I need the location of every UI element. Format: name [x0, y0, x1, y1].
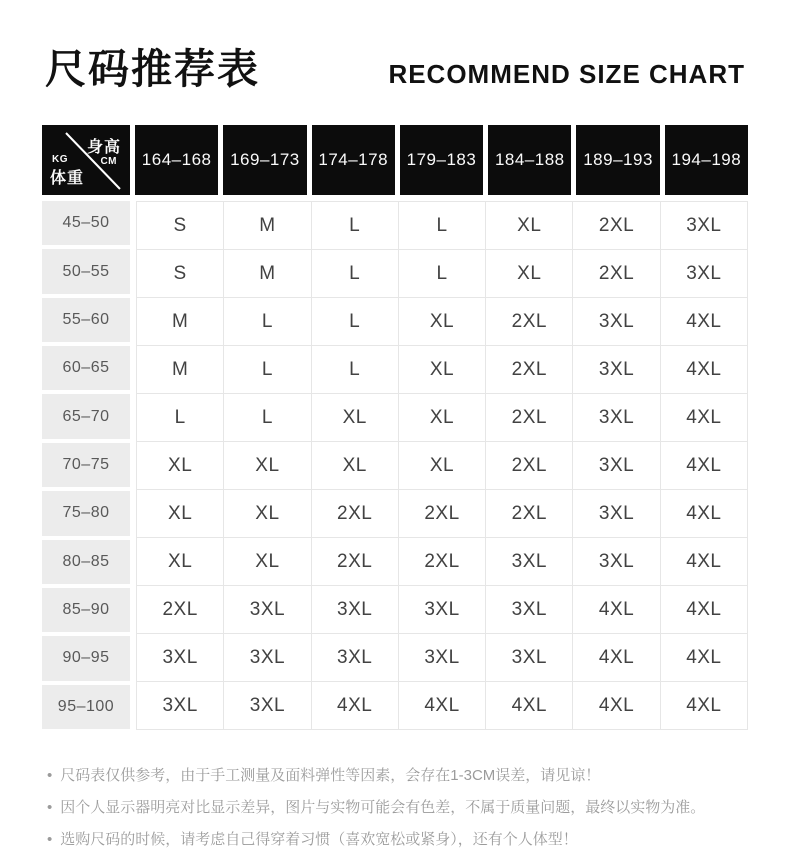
size-chart-table	[42, 125, 748, 730]
size-cell: M	[224, 250, 311, 298]
size-cell: XL	[399, 442, 486, 490]
size-cell: 3XL	[573, 442, 660, 490]
size-cell: 2XL	[486, 490, 573, 538]
size-cell: 4XL	[573, 682, 660, 730]
height-header-row	[42, 125, 748, 195]
weight-column	[42, 201, 130, 729]
weight-row-header: 65–70	[42, 394, 130, 438]
height-column-header: 164–168	[135, 125, 218, 195]
size-cell: 3XL	[224, 634, 311, 682]
size-grid	[136, 201, 748, 730]
height-column-header: 169–173	[223, 125, 306, 195]
footnote-item	[47, 766, 790, 785]
corner-axis-cell	[42, 125, 130, 195]
size-cell: 4XL	[661, 394, 748, 442]
size-cell: 4XL	[661, 346, 748, 394]
footnote-item	[47, 798, 790, 817]
size-cell: 4XL	[661, 682, 748, 730]
size-cell: L	[312, 298, 399, 346]
size-cell: XL	[312, 442, 399, 490]
height-column-header: 189–193	[576, 125, 659, 195]
size-cell: 2XL	[486, 346, 573, 394]
size-cell: 3XL	[573, 346, 660, 394]
size-cell: 2XL	[312, 538, 399, 586]
height-column-header: 194–198	[665, 125, 748, 195]
size-cell: 3XL	[137, 634, 224, 682]
weight-row-header: 80–85	[42, 540, 130, 584]
bullet-icon: •	[47, 767, 53, 784]
footnote-item	[47, 830, 790, 849]
footnote-text: 因个人显示器明亮对比显示差异，图片与实物可能会有色差，不属于质量问题，最终以实物为准。	[60, 799, 706, 816]
size-cell: 4XL	[661, 298, 748, 346]
size-cell: 2XL	[399, 538, 486, 586]
size-cell: 3XL	[573, 298, 660, 346]
page-header	[0, 0, 790, 95]
size-cell: L	[399, 250, 486, 298]
size-cell: M	[137, 346, 224, 394]
size-cell: 3XL	[312, 634, 399, 682]
footnotes	[47, 766, 790, 849]
weight-row-header: 85–90	[42, 588, 130, 632]
size-cell: 3XL	[312, 586, 399, 634]
size-cell: 3XL	[224, 682, 311, 730]
size-cell: 2XL	[312, 490, 399, 538]
height-column-header: 179–183	[400, 125, 483, 195]
size-cell: XL	[312, 394, 399, 442]
page-title-cn: 尺码推荐表	[45, 46, 260, 92]
size-cell: XL	[399, 298, 486, 346]
size-cell: XL	[486, 250, 573, 298]
size-cell: M	[137, 298, 224, 346]
bullet-icon: •	[47, 831, 53, 848]
size-cell: 3XL	[399, 586, 486, 634]
size-cell: L	[224, 346, 311, 394]
height-column-header: 174–178	[312, 125, 395, 195]
size-cell: 2XL	[486, 394, 573, 442]
size-cell: 4XL	[661, 586, 748, 634]
size-cell: XL	[399, 394, 486, 442]
size-cell: 2XL	[486, 442, 573, 490]
size-cell: XL	[486, 202, 573, 250]
size-cell: 2XL	[137, 586, 224, 634]
size-cell: 3XL	[486, 634, 573, 682]
page-title-en: RECOMMEND SIZE CHART	[388, 59, 745, 89]
weight-unit-label: KG	[52, 154, 68, 165]
weight-row-header: 70–75	[42, 443, 130, 487]
size-cell: 3XL	[224, 586, 311, 634]
size-cell: XL	[399, 346, 486, 394]
size-cell: 4XL	[573, 634, 660, 682]
weight-row-header: 45–50	[42, 201, 130, 245]
size-cell: 4XL	[312, 682, 399, 730]
size-cell: 3XL	[661, 202, 748, 250]
weight-axis-label: 体重	[50, 170, 85, 187]
size-cell: 3XL	[573, 394, 660, 442]
size-cell: L	[312, 202, 399, 250]
size-cell: XL	[137, 538, 224, 586]
size-cell: 4XL	[661, 442, 748, 490]
size-cell: L	[312, 250, 399, 298]
size-cell: 3XL	[486, 538, 573, 586]
size-cell: L	[137, 394, 224, 442]
weight-row-header: 75–80	[42, 491, 130, 535]
height-axis-label: 身高	[86, 139, 121, 156]
size-cell: 3XL	[573, 538, 660, 586]
size-cell: L	[224, 298, 311, 346]
size-cell: L	[399, 202, 486, 250]
bullet-icon: •	[47, 799, 53, 816]
weight-row-header: 60–65	[42, 346, 130, 390]
size-cell: XL	[224, 490, 311, 538]
size-cell: 4XL	[399, 682, 486, 730]
size-cell: XL	[224, 442, 311, 490]
size-cell: 2XL	[399, 490, 486, 538]
size-cell: 3XL	[399, 634, 486, 682]
weight-row-header: 90–95	[42, 636, 130, 680]
size-cell: S	[137, 202, 224, 250]
footnote-text: 尺码表仅供参考，由于手工测量及面料弹性等因素，会存在1-3CM误差，请见谅！	[60, 767, 601, 784]
size-cell: 4XL	[661, 538, 748, 586]
size-cell: M	[224, 202, 311, 250]
size-cell: XL	[137, 442, 224, 490]
size-cell: 4XL	[661, 490, 748, 538]
size-cell: 4XL	[661, 634, 748, 682]
size-cell: 4XL	[573, 586, 660, 634]
size-cell: XL	[224, 538, 311, 586]
size-cell: 2XL	[486, 298, 573, 346]
size-cell: 3XL	[573, 490, 660, 538]
size-cell: 4XL	[486, 682, 573, 730]
weight-row-header: 95–100	[42, 685, 130, 729]
height-column-header: 184–188	[488, 125, 571, 195]
size-cell: L	[224, 394, 311, 442]
size-cell: S	[137, 250, 224, 298]
size-cell: 2XL	[573, 202, 660, 250]
weight-row-header: 50–55	[42, 249, 130, 293]
height-unit-label: CM	[100, 156, 117, 167]
size-cell: 3XL	[661, 250, 748, 298]
footnote-text: 选购尺码的时候，请考虑自己得穿着习惯（喜欢宽松或紧身），还有个人体型！	[60, 831, 578, 848]
size-cell: 3XL	[137, 682, 224, 730]
size-cell: L	[312, 346, 399, 394]
size-cell: XL	[137, 490, 224, 538]
weight-row-header: 55–60	[42, 298, 130, 342]
size-cell: 3XL	[486, 586, 573, 634]
table-body	[42, 201, 748, 730]
size-cell: 2XL	[573, 250, 660, 298]
